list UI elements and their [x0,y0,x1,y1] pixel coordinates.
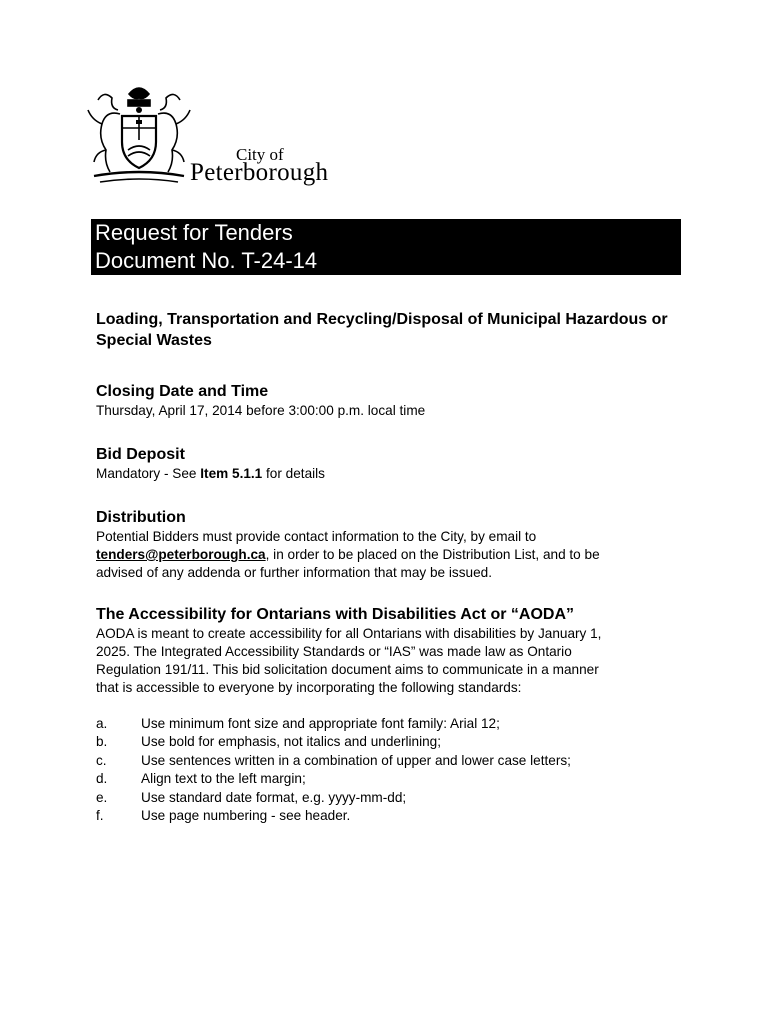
list-item-letter: e. [96,789,108,805]
closing-text: Thursday, April 17, 2014 before 3:00:00 p.m. local time [96,403,426,418]
list-item [96,733,696,751]
list-item-text: Align text to the left margin; [141,771,306,787]
distribution-line-2-rest: , in order to be placed on the Distribution List, and to be [265,547,600,562]
list-item [96,715,696,733]
distribution-section [96,508,696,582]
bid-deposit-text [96,465,696,483]
tenders-email-link[interactable]: tenders@peterborough.ca [96,547,266,562]
list-item-letter: f. [96,808,104,824]
list-item [96,752,696,770]
distribution-line-1: Potential Bidders must provide contact information to the City, by email to [96,529,537,544]
list-item [96,770,696,788]
aoda-line-2: 2025. The Integrated Accessibility Standards or “IAS” was made law as Ontario [96,644,572,659]
standards-list [96,715,696,825]
title-banner [91,219,681,275]
logo-city-name-text: Peterborough [190,159,329,186]
list-item-text: Use minimum font size and appropriate font family: Arial 12; [141,716,500,731]
banner-line-document-number: Document No. T-24-14 [95,248,318,273]
bid-deposit-heading: Bid Deposit [96,446,185,463]
list-item [96,789,696,807]
closing-heading: Closing Date and Time [96,383,269,400]
bid-deposit-pre: Mandatory - See [96,466,201,481]
aoda-line-4: that is accessible to everyone by incorporating the following standards: [96,680,522,695]
distribution-line-2 [96,546,696,564]
closing-section [96,382,696,420]
bid-deposit-item-ref: Item 5.1.1 [200,466,263,481]
aoda-heading: The Accessibility for Ontarians with Disabilities Act or “AODA” [96,606,575,623]
aoda-section [96,605,696,697]
list-item-letter: d. [96,771,108,787]
aoda-line-3: Regulation 191/11. This bid solicitation document aims to communicate in a manner [96,662,599,677]
list-item-text: Use page numbering - see header. [141,808,351,824]
bid-deposit-post: for details [262,466,325,481]
list-item-text: Use standard date format, e.g. yyyy-mm-dd; [141,789,407,805]
banner-line-request: Request for Tenders [95,220,293,245]
list-item-letter: a. [96,716,108,731]
document-title: Loading, Transportation and Recycling/Disposal of Municipal Hazardous or Special Wastes [96,311,668,349]
list-item-letter: b. [96,734,108,750]
logo-city-of-text: City of [236,145,284,164]
list-item-letter: c. [96,752,107,768]
distribution-line-3: advised of any addenda or further information that may be issued. [96,565,492,580]
distribution-heading: Distribution [96,509,186,526]
list-item [96,807,696,825]
list-item-text: Use bold for emphasis, not italics and underlining; [141,734,441,750]
aoda-line-1: AODA is meant to create accessibility for all Ontarians with disabilities by January 1, [96,626,602,641]
bid-deposit-section [96,445,696,483]
coat-of-arms-icon [84,80,194,190]
list-item-text: Use sentences written in a combination of upper and lower case letters; [141,752,571,768]
